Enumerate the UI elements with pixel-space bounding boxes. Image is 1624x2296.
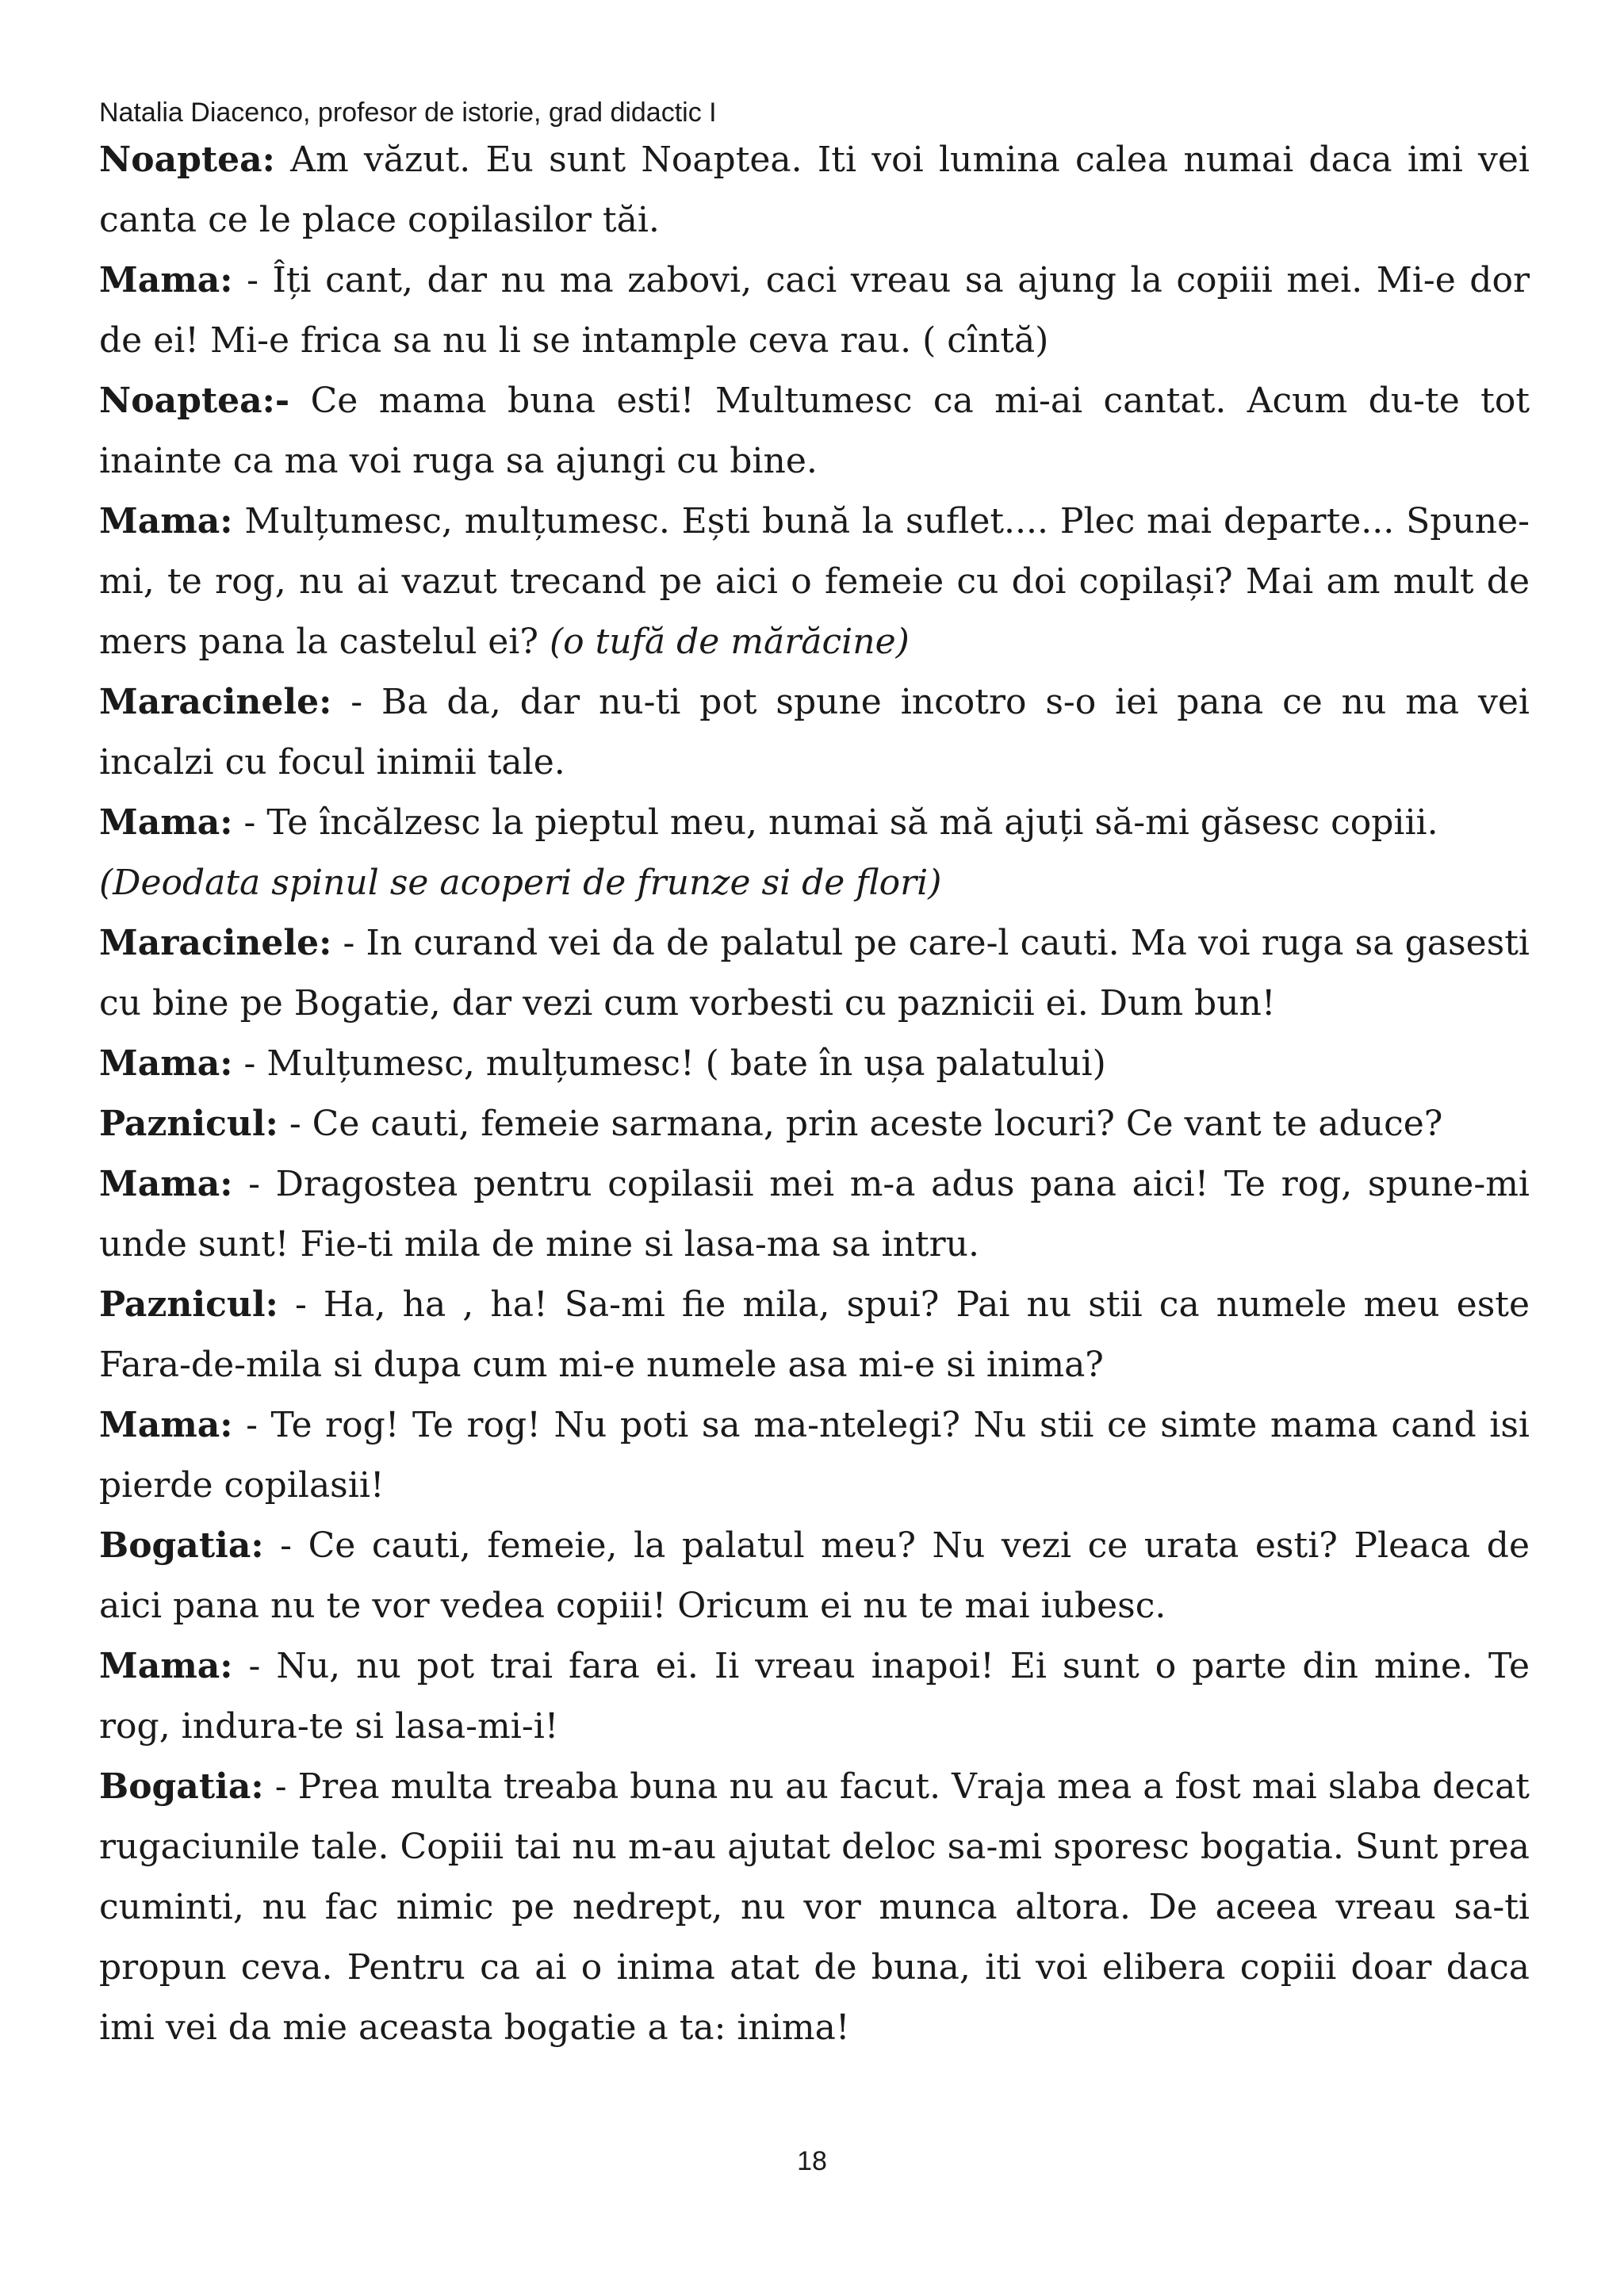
line-text: - Nu, nu pot trai fara ei. Ii vreau inapoi! Ei sunt o parte din mine. Te rog, indura-te si lasa-mi-i! xyxy=(99,1646,1530,1747)
speaker-name: Mama: xyxy=(99,1043,233,1084)
dialogue-line xyxy=(99,492,1530,672)
speaker-name: Bogatia: xyxy=(99,1525,264,1566)
line-text: Mulțumesc, mulțumesc. Ești bună la suflet.... Plec mai departe... Spune-mi, te rog, nu ai vazut trecand pe aici o femeie cu doi copilași? Mai am mult de mers pana la castelul ei? xyxy=(99,501,1530,662)
line-text: - Prea multa treaba buna nu au facut. Vraja mea a fost mai slaba decat rugaciunile tale. Copiii tai nu m-au ajutat deloc sa-mi sporesc bogatia. Sunt prea cuminti, nu fac nimic pe nedrept, nu vor munca altora. De aceea vreau sa-ti propun ceva. Pentru ca ai o inima atat de buna, iti voi elibera copiii doar daca imi vei da mie aceasta bogatie a ta: inima! xyxy=(99,1766,1530,2048)
dialogue-line xyxy=(99,371,1530,492)
dialogue-line xyxy=(99,1275,1530,1395)
dialogue-line xyxy=(99,913,1530,1034)
speaker-name: Bogatia: xyxy=(99,1766,264,1807)
line-text: - Îți cant, dar nu ma zabovi, caci vreau sa ajung la copiii mei. Mi-e dor de ei! Mi-e frica sa nu li se intample ceva rau. ( cîntă) xyxy=(99,260,1530,361)
speaker-name: Mama: xyxy=(99,1646,233,1686)
line-text: - In curand vei da de palatul pe care-l cauti. Ma voi ruga sa gasesti cu bine pe Bogatie, dar vezi cum vorbesti cu paznicii ei. Dum bun! xyxy=(99,923,1530,1024)
dialogue-line xyxy=(99,1094,1530,1154)
line-text: - Ce cauti, femeie, la palatul meu? Nu vezi ce urata esti? Pleaca de aici pana nu te vor vedea copiii! Oricum ei nu te mai iubesc. xyxy=(99,1525,1530,1626)
dialogue-line xyxy=(99,1395,1530,1516)
dialogue-line xyxy=(99,130,1530,251)
author-header: Natalia Diacenco, profesor de istorie, grad didactic I xyxy=(99,98,717,128)
line-text: - Dragostea pentru copilasii mei m-a adus pana aici! Te rog, spune-mi unde sunt! Fie-ti mila de mine si lasa-ma sa intru. xyxy=(99,1164,1530,1265)
line-text: Ce mama buna esti! Multumesc ca mi-ai cantat. Acum du-te tot inainte ca ma voi ruga sa ajungi cu bine. xyxy=(99,381,1530,481)
speaker-name: Noaptea:- xyxy=(99,381,290,421)
dialogue-line xyxy=(99,1636,1530,1757)
line-text: - Te rog! Te rog! Nu poti sa ma-ntelegi? Nu stii ce simte mama cand isi pierde copilasii! xyxy=(99,1405,1530,1506)
speaker-name: Maracinele: xyxy=(99,923,332,963)
dialogue-line xyxy=(99,793,1530,853)
speaker-name: Noaptea: xyxy=(99,140,275,180)
dialogue-line xyxy=(99,1154,1530,1275)
line-text: - Ce cauti, femeie sarmana, prin aceste locuri? Ce vant te aduce? xyxy=(278,1104,1443,1144)
page-number: 18 xyxy=(797,2146,827,2176)
dialogue-line xyxy=(99,1757,1530,2058)
dialogue-body xyxy=(99,130,1530,2058)
line-text: - Mulțumesc, mulțumesc! ( bate în ușa palatului) xyxy=(232,1043,1106,1084)
stage-direction-line xyxy=(99,853,1530,913)
speaker-name: Paznicul: xyxy=(99,1104,278,1144)
line-text: - Ha, ha , ha! Sa-mi fie mila, spui? Pai nu stii ca numele meu este Fara-de-mila si dupa cum mi-e numele asa mi-e si inima? xyxy=(99,1284,1530,1385)
line-text: - Te încălzesc la pieptul meu, numai să mă ajuți să-mi găsesc copiii. xyxy=(232,802,1438,843)
speaker-name: Mama: xyxy=(99,1405,233,1445)
dialogue-line xyxy=(99,1516,1530,1636)
dialogue-line xyxy=(99,672,1530,793)
line-text: Am văzut. Eu sunt Noaptea. Iti voi lumina calea numai daca imi vei canta ce le place copilasilor tăi. xyxy=(99,140,1530,240)
dialogue-line xyxy=(99,1034,1530,1094)
stage-direction: (Deodata spinul se acoperi de frunze si de flori) xyxy=(99,863,942,903)
speaker-name: Mama: xyxy=(99,260,233,300)
speaker-name: Paznicul: xyxy=(99,1284,278,1325)
speaker-name: Mama: xyxy=(99,501,233,541)
dialogue-line xyxy=(99,251,1530,371)
speaker-name: Mama: xyxy=(99,802,233,843)
speaker-name: Maracinele: xyxy=(99,682,332,722)
line-text: - Ba da, dar nu-ti pot spune incotro s-o iei pana ce nu ma vei incalzi cu focul inimii tale. xyxy=(99,682,1530,783)
speaker-name: Mama: xyxy=(99,1164,233,1204)
stage-direction: (o tufă de mărăcine) xyxy=(549,622,910,662)
